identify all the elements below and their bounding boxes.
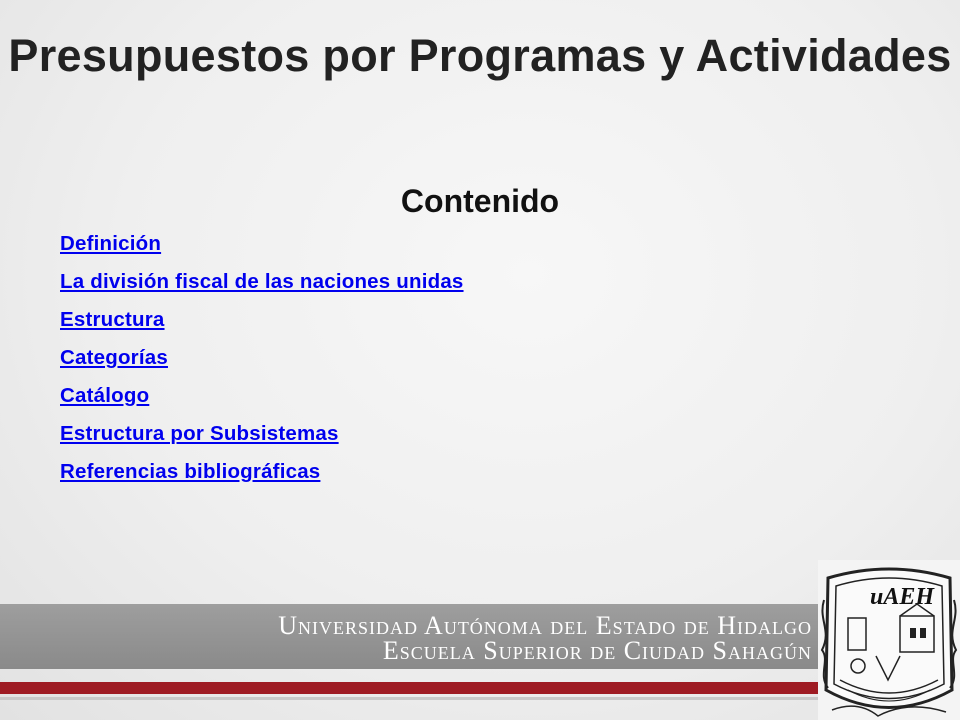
table-of-contents xyxy=(60,229,464,495)
seal-lettering: uAEH xyxy=(870,584,935,610)
toc-link-referencias[interactable]: Referencias bibliográficas xyxy=(60,460,321,483)
list-item xyxy=(60,381,464,419)
toc-link-estructura-subsistemas[interactable]: Estructura por Subsistemas xyxy=(60,422,339,445)
university-banner xyxy=(0,604,840,669)
toc-link-estructura[interactable]: Estructura xyxy=(60,308,165,331)
toc-link-catalogo[interactable]: Catálogo xyxy=(60,384,150,407)
school-name: Escuela Superior de Ciudad Sahagún xyxy=(382,636,812,665)
list-item xyxy=(60,305,464,343)
list-item xyxy=(60,229,464,267)
slide-subtitle: Contenido xyxy=(400,183,560,219)
list-item xyxy=(60,267,464,305)
list-item xyxy=(60,457,464,495)
footer-accent-stripe xyxy=(0,682,840,694)
toc-link-division-fiscal[interactable]: La división fiscal de las naciones unidas xyxy=(60,270,464,293)
toc-link-definicion[interactable]: Definición xyxy=(60,232,162,255)
university-name: Universidad Autónoma del Estado de Hidalgo xyxy=(278,611,812,640)
footer-divider xyxy=(0,697,840,700)
toc-link-categorias[interactable]: Categorías xyxy=(60,346,168,369)
university-seal-logo xyxy=(818,560,960,720)
list-item xyxy=(60,419,464,457)
slide-title: Presupuestos por Programas y Actividades xyxy=(8,30,952,81)
list-item xyxy=(60,343,464,381)
